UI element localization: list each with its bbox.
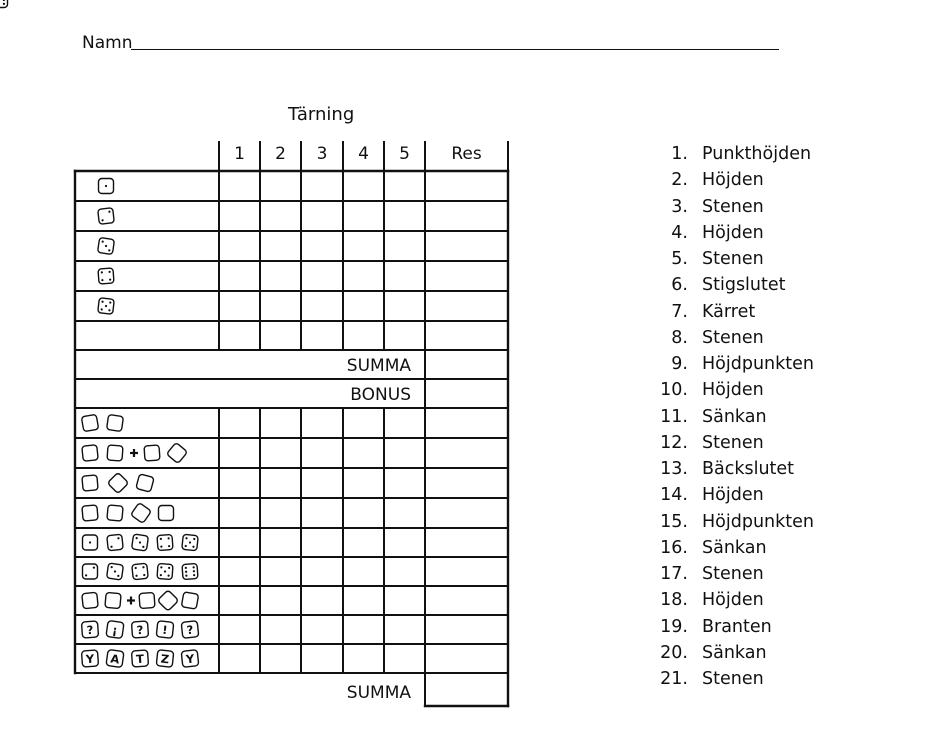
letter-die-glyph: ? — [86, 622, 94, 638]
letter-die-icon — [106, 620, 124, 638]
route-number: 14. — [660, 485, 688, 506]
letter-die-icon — [181, 650, 199, 668]
die-icon — [82, 592, 98, 608]
column-header: 2 — [275, 144, 286, 164]
route-list-item — [640, 537, 814, 563]
letter-die-glyph: A — [109, 651, 121, 667]
route-number: 17. — [660, 564, 688, 584]
die-icon — [144, 445, 160, 461]
die-face-5-icon — [98, 298, 115, 315]
route-list-item — [640, 301, 814, 327]
die-icon — [132, 534, 149, 551]
route-name: Stenen — [702, 327, 764, 348]
row-label: BONUS — [350, 385, 411, 405]
die-face-4-icon — [98, 268, 114, 284]
die-icon — [107, 563, 124, 580]
letter-die-icon — [131, 650, 148, 667]
route-list-item — [640, 511, 814, 537]
route-list-item — [640, 589, 814, 615]
die-icon — [182, 534, 198, 550]
route-number: 2. — [671, 170, 688, 191]
route-list-item — [640, 379, 814, 405]
die-icon — [131, 503, 152, 524]
route-number: 15. — [660, 511, 688, 532]
route-name: Stenen — [702, 564, 764, 584]
die-icon — [107, 415, 124, 432]
route-number: 18. — [660, 590, 688, 611]
die-icon — [83, 564, 98, 579]
route-name: Höjden — [702, 590, 764, 611]
route-number: 6. — [671, 275, 688, 296]
letter-die-icon — [131, 621, 148, 638]
letter-die-glyph: ? — [136, 622, 144, 638]
letter-die-glyph: Y — [185, 651, 195, 667]
column-header: 1 — [234, 144, 245, 164]
die-icon — [82, 475, 98, 491]
route-list-item — [640, 458, 814, 484]
route-list-item — [640, 143, 814, 169]
die-icon — [157, 590, 178, 611]
letter-die-glyph: ! — [161, 622, 169, 638]
letter-die-glyph: ¡ — [111, 622, 119, 638]
route-name: Höjden — [702, 170, 764, 191]
die-icon — [182, 563, 198, 579]
die-icon — [157, 563, 173, 579]
route-number: 8. — [671, 327, 688, 348]
route-number: 12. — [660, 432, 688, 453]
die-icon — [105, 592, 121, 608]
route-name: Höjden — [702, 222, 764, 243]
die-icon — [81, 414, 98, 431]
route-number: 11. — [660, 406, 688, 427]
letter-die-icon — [181, 621, 199, 639]
route-name: Höjdpunkten — [702, 354, 814, 374]
route-list-item — [640, 642, 814, 668]
scoresheet-title: Tärning — [288, 104, 355, 125]
route-number: 10. — [660, 380, 688, 401]
route-name: Punkthöjden — [702, 144, 812, 164]
route-name: Bäckslutet — [702, 459, 795, 479]
route-number: 16. — [660, 537, 688, 558]
die-icon — [107, 534, 123, 550]
letter-die-glyph: ? — [185, 622, 195, 638]
die-icon — [136, 474, 154, 492]
die-face-2-icon — [98, 208, 115, 225]
route-list-item — [640, 406, 814, 432]
route-number: 20. — [660, 642, 688, 663]
name-label: Namn — [82, 33, 133, 53]
die-icon — [157, 534, 173, 550]
route-name: Höjden — [702, 485, 764, 506]
die-icon — [181, 592, 198, 609]
letter-die-icon — [81, 621, 98, 638]
die-face-1-icon — [99, 179, 114, 194]
die-icon — [132, 563, 148, 579]
column-header: 3 — [316, 144, 328, 164]
letter-die-icon — [156, 621, 174, 639]
die-icon — [82, 445, 98, 461]
route-list — [640, 143, 814, 694]
route-name: Sänkan — [702, 537, 767, 558]
route-name: Sänkan — [702, 406, 767, 427]
route-list-item — [640, 432, 814, 458]
route-list-item — [640, 222, 814, 248]
route-list-item — [640, 248, 814, 274]
column-header: Res — [451, 144, 482, 164]
route-list-item — [640, 274, 814, 300]
route-name: Kärret — [702, 301, 756, 322]
route-number: 1. — [671, 144, 688, 164]
route-number: 13. — [660, 459, 688, 479]
die-icon — [107, 505, 123, 521]
route-number: 21. — [660, 669, 688, 689]
route-number: 19. — [660, 616, 688, 637]
route-list-item — [640, 353, 814, 379]
die-icon — [107, 472, 128, 493]
die-icon — [159, 506, 174, 521]
die-face-6-icon — [0, 0, 8, 8]
letter-die-icon — [106, 649, 124, 667]
route-name: Branten — [702, 616, 772, 637]
die-icon — [139, 592, 155, 608]
route-number: 3. — [671, 196, 688, 217]
route-list-item — [640, 563, 814, 589]
total-label: SUMMA — [346, 683, 411, 703]
row-label: SUMMA — [346, 356, 411, 376]
route-name: Sänkan — [702, 642, 767, 663]
route-name: Stenen — [702, 196, 764, 217]
die-icon — [107, 445, 123, 461]
route-list-item — [640, 484, 814, 510]
route-list-item — [640, 196, 814, 222]
die-icon — [83, 535, 98, 550]
route-name: Stenen — [702, 669, 764, 689]
letter-die-icon — [81, 650, 98, 667]
route-name: Stenen — [702, 432, 764, 453]
route-name: Stigslutet — [702, 275, 786, 296]
die-face-3-icon — [98, 238, 115, 255]
route-number: 9. — [671, 354, 688, 374]
route-list-item — [640, 668, 814, 694]
route-name: Höjden — [702, 380, 764, 401]
die-icon — [166, 442, 187, 463]
route-list-item — [640, 169, 814, 195]
column-header: 5 — [399, 144, 410, 164]
route-number: 5. — [671, 249, 688, 269]
route-list-item — [640, 616, 814, 642]
route-number: 4. — [671, 222, 688, 243]
die-icon — [82, 505, 98, 521]
letter-die-glyph: T — [135, 651, 145, 667]
letter-die-icon — [156, 650, 174, 668]
column-header: 4 — [358, 144, 369, 164]
route-number: 7. — [671, 301, 688, 322]
route-name: Höjdpunkten — [702, 511, 814, 532]
letter-die-glyph: Z — [160, 651, 170, 667]
route-name: Stenen — [702, 249, 764, 269]
letter-die-glyph: Y — [85, 651, 95, 667]
route-list-item — [640, 327, 814, 353]
